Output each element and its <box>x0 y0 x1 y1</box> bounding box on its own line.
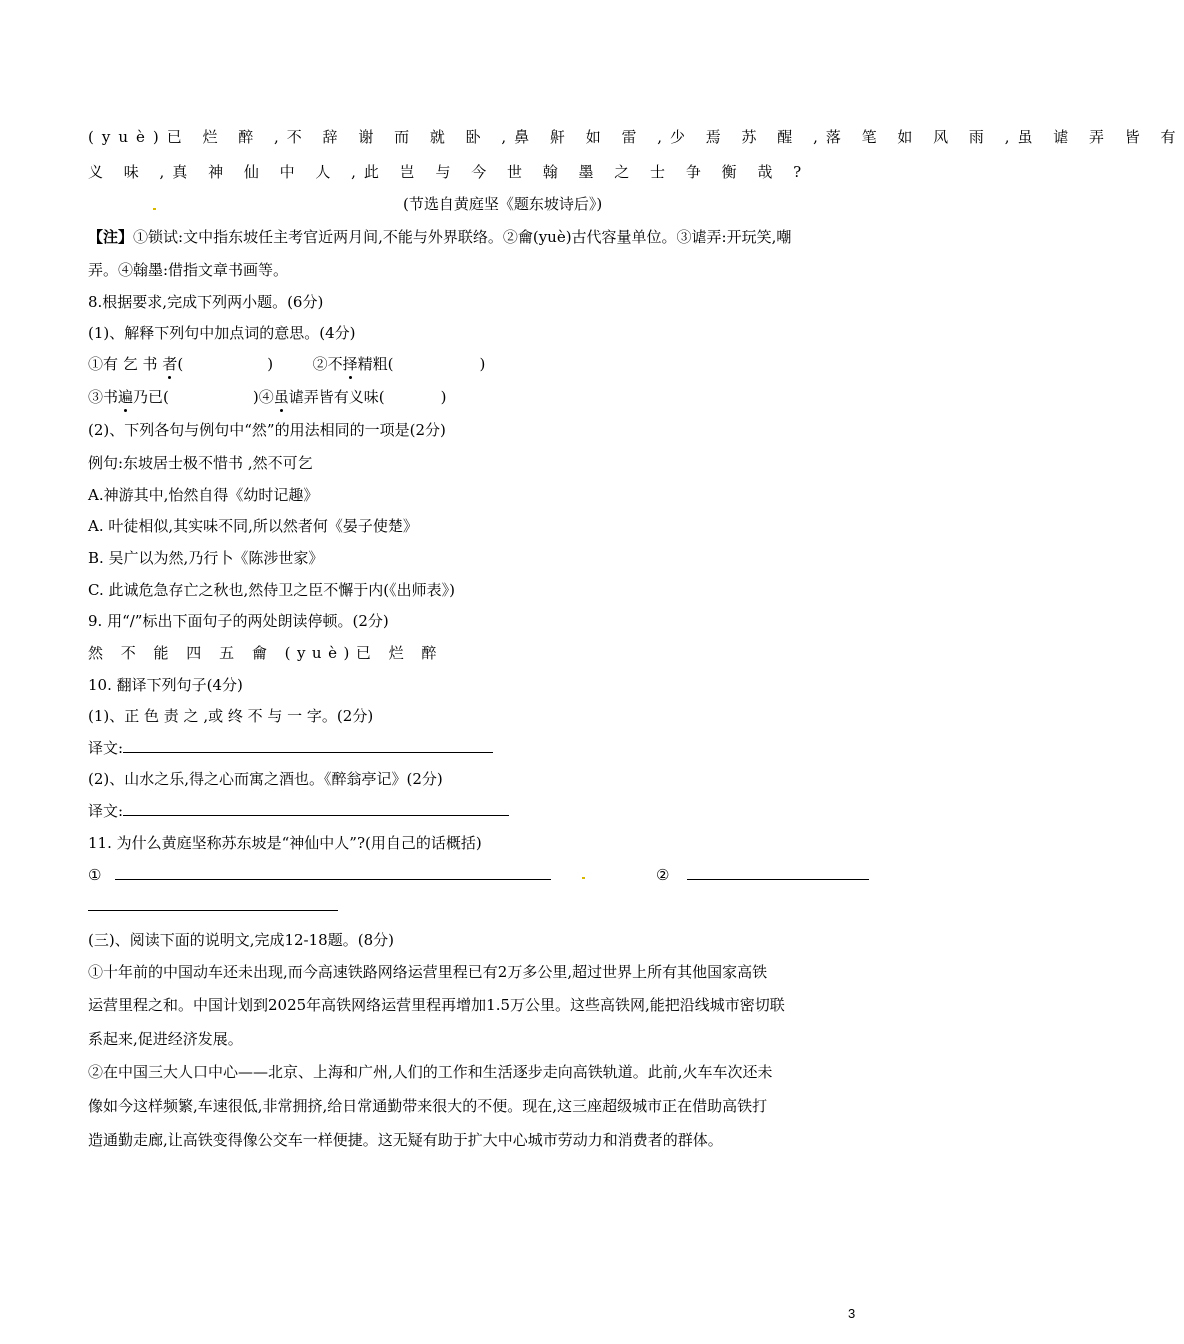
notes-text-1: ①锁试:文中指东坡任主考官近两月间,不能与外界联络。②龠(yuè)古代容量单位。③谑弄:开玩笑,嘲 <box>133 228 792 246</box>
q9-title: 9. 用“/”标出下面句子的两处朗读停顿。(2分) <box>88 612 389 630</box>
q8-sub1: (1)、解释下列句中加点词的意思。(4分) <box>88 324 356 342</box>
section3-p1-line-1: ①十年前的中国动车还未出现,而今高速铁路网络运营里程已有2万多公里,超过世界上所有其他国家高铁 <box>88 963 768 981</box>
q11-answer-continuation <box>88 896 338 916</box>
dotted-word-4: 虽 <box>273 388 289 406</box>
q10-answer-row-1: 译文: <box>88 738 493 758</box>
q11-answer-blank-3[interactable] <box>88 896 338 911</box>
q8-option-a2: A. 叶徒相似,其实味不同,所以然者何《晏子使楚》 <box>88 517 418 535</box>
section3-p1-line-2: 运营里程之和。中国计划到2025年高铁网络运营里程再增加1.5万公里。这些高铁网,能把沿线城市密切联 <box>88 996 785 1014</box>
dotted-word-3: 遍 <box>118 388 134 406</box>
q9-sentence: 然 不 能 四 五 龠 (yuè)已 烂 醉 <box>88 644 443 662</box>
q8-option-a1: A.神游其中,怡然自得《幼时记趣》 <box>88 486 319 504</box>
passage-line-2: 义 味 ,真 神 仙 中 人 ,此 岂 与 今 世 翰 墨 之 士 争 衡 哉 ? <box>88 163 810 181</box>
q11-mark-2: ② <box>656 866 670 884</box>
translation-blank-2[interactable] <box>123 801 509 816</box>
notes-line-2: 弄。④翰墨:借指文章书画等。 <box>88 261 289 279</box>
page-number: 3 <box>848 1306 856 1321</box>
q10-answer-row-2: 译文: <box>88 801 509 821</box>
section3-p1-line-3: 系起来,促进经济发展。 <box>88 1030 243 1048</box>
section3-p2-line-3: 造通勤走廊,让高铁变得像公交车一样便捷。这无疑有助于扩大中心城市劳动力和消费者的群体。 <box>88 1131 723 1149</box>
q11-mark-1: ① <box>88 866 102 884</box>
section3-title: (三)、阅读下面的说明文,完成12-18题。(8分) <box>88 931 394 949</box>
q8-items-row-2: ③书遍乃已( )④虽谑弄皆有义味( ) <box>88 388 447 406</box>
q8-title: 8.根据要求,完成下列两小题。(6分) <box>88 293 324 311</box>
passage-line-1: (yuè)已 烂 醉 ,不 辞 谢 而 就 卧 ,鼻 鼾 如 雷 ,少 焉 苏 醒 ,落 笔 如 风 雨 ,虽 谑 弄 皆 有 <box>88 128 1184 146</box>
q10-title: 10. 翻译下列句子(4分) <box>88 676 243 694</box>
q8-example: 例句:东坡居士极不惜书 ,然不可乞 <box>88 454 313 472</box>
q11-title: 11. 为什么黄庭坚称苏东坡是“神仙中人”?(用自己的话概括) <box>88 834 482 852</box>
dotted-word-1: 者 <box>162 355 178 373</box>
notes-label: 【注】 <box>88 228 134 246</box>
q8-items-row-1: ①有 乞 书 者( ) ②不择精粗( ) <box>88 355 486 373</box>
section3-p2-line-2: 像如今这样频繁,车速很低,非常拥挤,给日常通勤带来很大的不便。现在,这三座超级城市正在借助高铁打 <box>88 1097 768 1115</box>
q8-sub2: (2)、下列各句与例句中“然”的用法相同的一项是(2分) <box>88 421 446 439</box>
q8-option-b: B. 吴广以为然,乃行卜《陈涉世家》 <box>88 549 324 567</box>
q10-sub1: (1)、正 色 责 之 ,或 终 不 与 一 字。(2分) <box>88 707 374 725</box>
section3-p2-line-1: ②在中国三大人口中心——北京、上海和广州,人们的工作和生活逐步走向高铁轨道。此前,火车车次还未 <box>88 1063 773 1081</box>
dotted-word-2: 择 <box>342 355 358 373</box>
q11-answer-blank-2[interactable] <box>687 865 869 880</box>
q11-answer-row <box>88 865 551 885</box>
q10-sub2: (2)、山水之乐,得之心而寓之酒也。《醉翁亭记》(2分) <box>88 770 443 788</box>
passage-source: (节选自黄庭坚《题东坡诗后》) <box>403 195 603 213</box>
stray-mark-2 <box>582 877 585 879</box>
q11-answer-row-2 <box>656 865 869 885</box>
q11-answer-blank-1[interactable] <box>115 865 551 880</box>
q8-option-c: C. 此诚危急存亡之秋也,然侍卫之臣不懈于内(《出师表》) <box>88 581 455 599</box>
notes-line-1 <box>88 227 791 247</box>
translation-blank-1[interactable] <box>123 738 493 753</box>
stray-mark <box>153 208 156 210</box>
